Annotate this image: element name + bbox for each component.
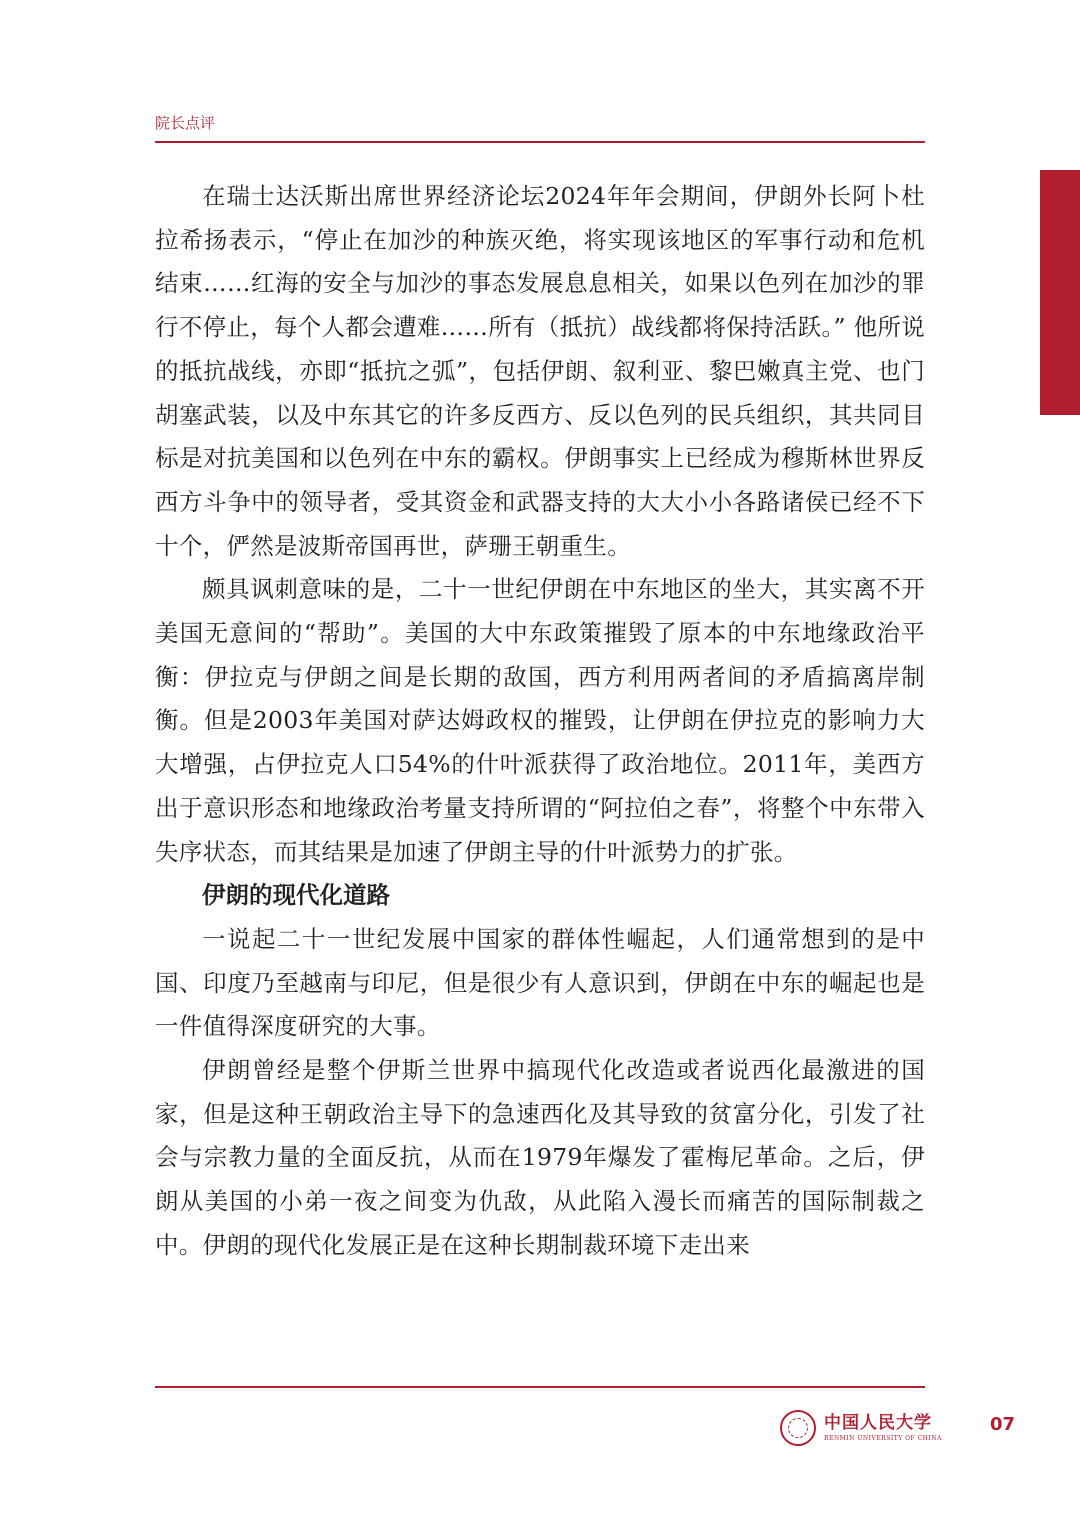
paragraph: 颇具讽刺意味的是，二十一世纪伊朗在中东地区的坐大，其实离不开美国无意间的“帮助”。美国的大中东政策摧毁了原本的中东地缘政治平衡：伊拉克与伊朗之间是长期的敌国，西方利用两者间的矛盾搞离岸制衡。但是2003年美国对萨达姆政权的摧毁，让伊朗在伊拉克的影响力大大增强，占伊拉克人口54%的什叶派获得了政治地位。2011年，美西方出于意识形态和地缘政治考量支持所谓的“阿拉伯之春”，将整个中东带入失序状态，而其结果是加速了伊朗主导的什叶派势力的扩张。 [155, 575, 925, 866]
university-logo [780, 1410, 942, 1446]
university-name [824, 1412, 942, 1442]
section-heading: 伊朗的现代化道路 [202, 881, 390, 910]
side-tab-marker [1040, 170, 1080, 415]
footer-rule [155, 1386, 925, 1388]
header-rule [155, 141, 925, 143]
university-name-en: RENMIN UNIVERSITY OF CHINA [824, 1434, 942, 1442]
university-seal-icon [780, 1410, 816, 1446]
section-label: 院长点评 [155, 114, 216, 132]
paragraph: 伊朗曾经是整个伊斯兰世界中搞现代化改造或者说西化最激进的国家，但是这种王朝政治主导下的急速西化及其导致的贫富分化，引发了社会与宗教力量的全面反抗，从而在1979年爆发了霍梅尼革命。之后，伊朗从美国的小弟一夜之间变为仇敌，从此陷入漫长而痛苦的国际制裁之中。伊朗的现代化发展正是在这种长期制裁环境下走出来 [155, 1056, 925, 1259]
paragraph: 一说起二十一世纪发展中国家的群体性崛起，人们通常想到的是中国、印度乃至越南与印尼，但是很少有人意识到，伊朗在中东的崛起也是一件值得深度研究的大事。 [155, 924, 925, 1041]
paragraph: 在瑞士达沃斯出席世界经济论坛2024年年会期间，伊朗外长阿卜杜拉希扬表示，“停止在加沙的种族灭绝，将实现该地区的军事行动和危机结束……红海的安全与加沙的事态发展息息相关，如果以色列在加沙的罪行不停止，每个人都会遭难……所有（抵抗）战线都将保持活跃。” 他所说的抵抗战线，亦即“抵抗之弧”，包括伊朗、叙利亚、黎巴嫩真主党、也门胡塞武装，以及中东其它的许多反西方、反以色列的民兵组织，其共同目标是对抗美国和以色列在中东的霸权。伊朗事实上已经成为穆斯林世界反西方斗争中的领导者，受其资金和武器支持的大大小小各路诸侯已经不下十个，俨然是波斯帝国再世，萨珊王朝重生。 [155, 182, 925, 560]
university-name-cn: 中国人民大学 [824, 1412, 932, 1433]
article-body [155, 175, 925, 1268]
page-number: 07 [990, 1414, 1016, 1435]
